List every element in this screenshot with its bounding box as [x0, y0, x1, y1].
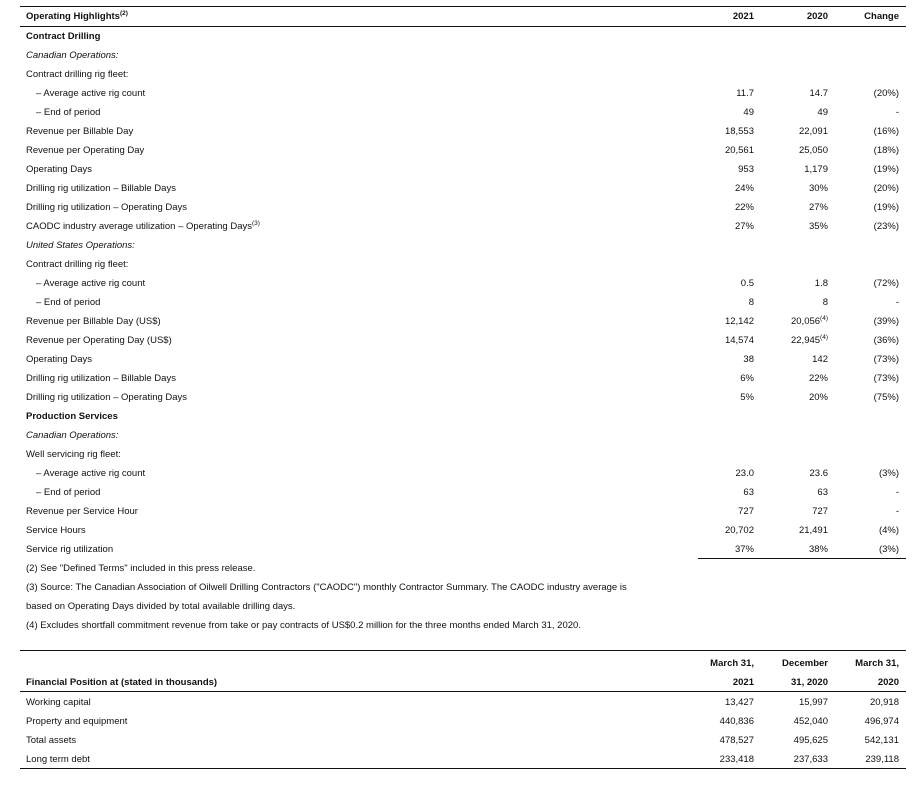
value-2020: 21,491 [798, 525, 828, 536]
row-label: – End of period [36, 107, 101, 118]
table-row [20, 407, 906, 426]
table-row [20, 217, 906, 236]
table-row [20, 274, 906, 293]
column-header-2020: 2020 [806, 11, 828, 22]
fin-row-label: Working capital [26, 697, 91, 708]
table-row [20, 293, 906, 312]
value-change: (4%) [878, 525, 899, 536]
table-header-row [20, 7, 906, 26]
table-row [20, 312, 906, 331]
value-change [838, 445, 899, 464]
row-label: CAODC industry average utilization – Operating Days$^{(3)}$ [26, 220, 260, 232]
value-change: (3%) [878, 544, 899, 555]
row-label: Revenue per Billable Day (US$) [26, 316, 161, 327]
row-label: Canadian Operations: [26, 430, 119, 441]
value-2020: 35% [808, 221, 828, 232]
value-2020: 142 [812, 354, 828, 365]
row-label: Drilling rig utilization – Operating Days [26, 392, 188, 403]
value-2021: 63 [743, 487, 754, 498]
values-bottom-rule [698, 558, 906, 559]
value-2020 [764, 407, 828, 426]
value-2020: 14.7 [809, 88, 828, 99]
value-2021 [698, 46, 754, 65]
value-change: (73%) [873, 373, 899, 384]
fin-table-title: Financial Position at (stated in thousands) [26, 677, 218, 688]
value-change: (20%) [873, 183, 899, 194]
table-row [20, 331, 906, 350]
value-2020: 727 [812, 506, 828, 517]
row-label: Operating Days [26, 354, 93, 365]
row-label: – End of period [36, 487, 101, 498]
value-2020: 22,945$^{(4)}$ [790, 334, 828, 346]
value-2021: 0.5 [740, 278, 754, 289]
value-change [838, 46, 899, 65]
value-2021: 953 [738, 164, 754, 175]
value-2020: 22% [808, 373, 828, 384]
value-2020: 1.8 [814, 278, 828, 289]
value-2020: 22,091 [798, 126, 828, 137]
fin-top-rule [20, 650, 906, 651]
value-2020: 23.6 [809, 468, 828, 479]
row-label: – End of period [36, 297, 101, 308]
value-2020: 25,050 [798, 145, 828, 156]
value-2021: 38 [743, 354, 754, 365]
row-label: – Average active rig count [36, 468, 146, 479]
column-header-2021: 2021 [732, 11, 754, 22]
row-label: Revenue per Service Hour [26, 506, 138, 517]
value-2021: 8 [748, 297, 754, 308]
table-row [20, 426, 906, 445]
column-header-change: Change [864, 11, 899, 22]
value-2020 [764, 65, 828, 84]
value-2020: 1,179 [804, 164, 828, 175]
value-2020: 20% [808, 392, 828, 403]
table-row [20, 103, 906, 122]
value-2021: 5% [740, 392, 754, 403]
fin-header-row-2 [20, 673, 906, 692]
value-2020: 8 [822, 297, 828, 308]
value-change [838, 255, 899, 274]
value-2021 [698, 255, 754, 274]
row-label: – Average active rig count [36, 278, 146, 289]
value-change: - [895, 107, 899, 118]
value-2021 [698, 445, 754, 464]
row-label: Service rig utilization [26, 544, 114, 555]
row-label: United States Operations: [26, 240, 135, 251]
value-change: (19%) [873, 164, 899, 175]
fin-value-december-2020: 237,633 [793, 754, 828, 765]
table-row [20, 388, 906, 407]
fin-value-march-2021: 233,418 [719, 754, 754, 765]
value-2021: 24% [734, 183, 754, 194]
fin-value-december-2020: 452,040 [793, 716, 828, 727]
fin-value-december-2020: 495,625 [793, 735, 828, 746]
table-row [20, 198, 906, 217]
row-label: Contract drilling rig fleet: [26, 69, 129, 80]
table-row [20, 46, 906, 65]
fin-value-march-2021: 440,836 [719, 716, 754, 727]
row-label: Service Hours [26, 525, 86, 536]
fin-header-row-1 [20, 654, 906, 673]
fin-row-label: Long term debt [26, 754, 90, 765]
fin-header-bottom-rule [20, 691, 906, 692]
value-change [838, 236, 899, 255]
fin-value-december-2020: 15,997 [798, 697, 828, 708]
table-row [20, 521, 906, 540]
table-row [20, 483, 906, 502]
value-change [838, 426, 899, 445]
value-change: (73%) [873, 354, 899, 365]
footnote: based on Operating Days divided by total available drilling days. [26, 601, 296, 612]
fin-row-label: Total assets [26, 735, 77, 746]
footnote: (3) Source: The Canadian Association of Oilwell Drilling Contractors ("CAODC") monthly Contractor Summary. The CAODC industry average is [26, 582, 627, 593]
value-2021: 20,561 [724, 145, 754, 156]
table-row [20, 179, 906, 198]
table-row [20, 27, 906, 46]
fin-value-march-2020: 239,118 [865, 754, 899, 765]
fin-value-march-2021: 478,527 [719, 735, 754, 746]
fin-value-march-2020: 496,974 [864, 716, 899, 727]
table-row [20, 255, 906, 274]
value-2021: 6% [740, 373, 754, 384]
fin-column-1-header-line1: March 31, [710, 658, 754, 669]
table-row [20, 122, 906, 141]
value-2020: 63 [817, 487, 828, 498]
value-change: (39%) [873, 316, 899, 327]
row-label: Revenue per Billable Day [26, 126, 134, 137]
value-change: (75%) [873, 392, 899, 403]
value-2021: 14,574 [724, 335, 754, 346]
value-change [838, 407, 899, 426]
row-label: Contract drilling rig fleet: [26, 259, 129, 270]
value-change: (20%) [873, 88, 899, 99]
row-label: Revenue per Operating Day [26, 145, 145, 156]
row-label: Drilling rig utilization – Billable Days [26, 183, 176, 194]
value-change: (3%) [878, 468, 899, 479]
fin-table-row [20, 693, 906, 712]
value-2021: 18,553 [724, 126, 754, 137]
value-2020: 49 [817, 107, 828, 118]
table-row [20, 84, 906, 103]
value-2021: 49 [743, 107, 754, 118]
table-row [20, 369, 906, 388]
row-label: – Average active rig count [36, 88, 146, 99]
fin-bottom-rule [20, 768, 906, 769]
row-label: Well servicing rig fleet: [26, 449, 121, 460]
table-row [20, 160, 906, 179]
fin-value-march-2020: 20,918 [869, 697, 899, 708]
row-label: Drilling rig utilization – Operating Days [26, 202, 188, 213]
table-row [20, 464, 906, 483]
row-label: Production Services [26, 411, 118, 422]
row-label: Contract Drilling [26, 31, 101, 42]
value-change [838, 27, 899, 46]
table-row [20, 236, 906, 255]
value-change: - [895, 297, 899, 308]
value-2021: 11.7 [736, 88, 754, 99]
value-2020 [764, 236, 828, 255]
value-change [838, 65, 899, 84]
row-label: Drilling rig utilization – Billable Days [26, 373, 176, 384]
fin-column-3-header-line1: March 31, [855, 658, 899, 669]
fin-column-2-header-line2: 31, 2020 [791, 677, 828, 688]
fin-value-march-2020: 542,131 [864, 735, 899, 746]
value-change: - [895, 487, 899, 498]
table-row [20, 445, 906, 464]
row-label: Operating Days [26, 164, 93, 175]
value-2020: 20,056$^{(4)}$ [790, 315, 828, 327]
value-2021: 22% [734, 202, 754, 213]
value-2020 [764, 426, 828, 445]
fin-table-row [20, 731, 906, 750]
value-2021: 12,142 [724, 316, 754, 327]
value-change: (19%) [873, 202, 899, 213]
value-2020 [764, 27, 828, 46]
fin-table-row [20, 712, 906, 731]
value-2020: 27% [808, 202, 828, 213]
value-2021 [698, 236, 754, 255]
value-2021: 727 [738, 506, 754, 517]
value-2020: 38% [808, 544, 828, 555]
footnote: (2) See "Defined Terms" included in this press release. [26, 563, 256, 574]
table-title: Operating Highlights$^{(2)}$ [26, 10, 128, 22]
value-2021: 27% [734, 221, 754, 232]
value-change: (36%) [873, 335, 899, 346]
value-2021: 23.0 [735, 468, 754, 479]
fin-table-row [20, 750, 906, 769]
value-2020 [764, 445, 828, 464]
value-change: (18%) [873, 145, 899, 156]
fin-row-label: Property and equipment [26, 716, 128, 727]
fin-column-2-header-line1: December [782, 658, 828, 669]
table-row [20, 141, 906, 160]
value-change: - [895, 506, 899, 517]
row-label: Canadian Operations: [26, 50, 119, 61]
value-change: (72%) [873, 278, 899, 289]
fin-value-march-2021: 13,427 [724, 697, 754, 708]
fin-column-1-header-line2: 2021 [732, 677, 754, 688]
value-2021 [698, 27, 754, 46]
table-row [20, 540, 906, 559]
value-2021 [698, 407, 754, 426]
value-2020: 30% [808, 183, 828, 194]
value-change: (16%) [873, 126, 899, 137]
table-row [20, 65, 906, 84]
fin-column-3-header-line2: 2020 [877, 677, 899, 688]
value-2021: 37% [734, 544, 754, 555]
value-2021: 20,702 [724, 525, 754, 536]
value-2021 [698, 65, 754, 84]
row-label: Revenue per Operating Day (US$) [26, 335, 172, 346]
value-2020 [764, 46, 828, 65]
table-row [20, 502, 906, 521]
value-change: (23%) [873, 221, 899, 232]
table-row [20, 350, 906, 369]
value-2021 [698, 426, 754, 445]
footnote: (4) Excludes shortfall commitment revenue from take or pay contracts of US$0.2 million for the three months ended March 31, 2020. [26, 620, 581, 631]
value-2020 [764, 255, 828, 274]
